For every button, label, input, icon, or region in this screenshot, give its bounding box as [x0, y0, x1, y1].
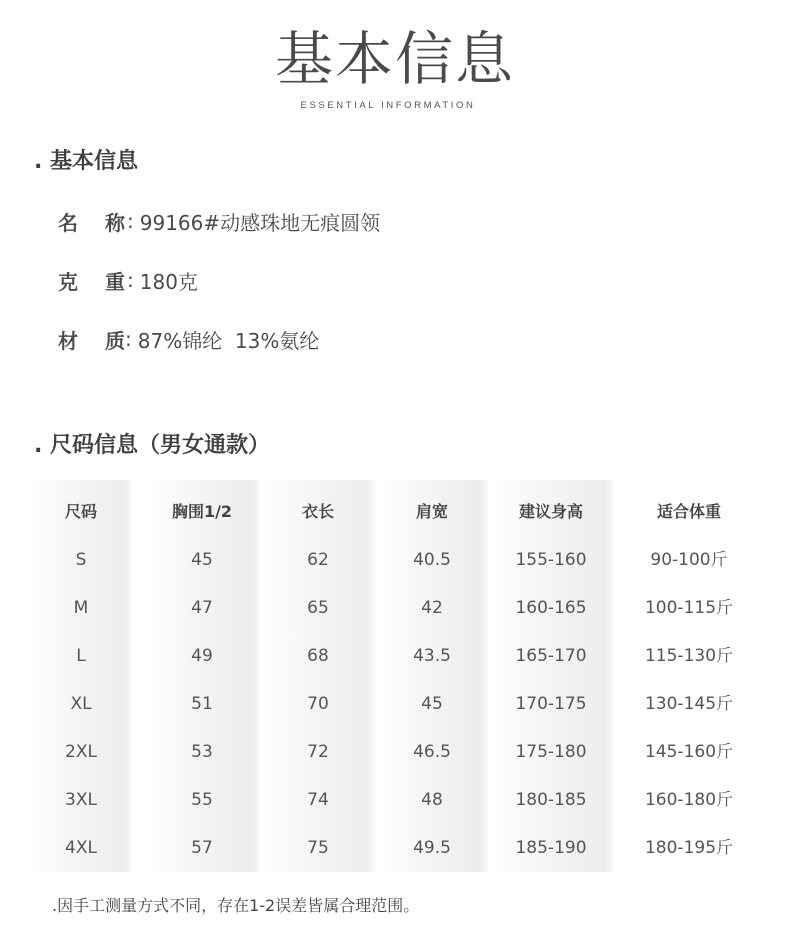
- info-value: 99166#动感珠地无痕圆领: [139, 210, 381, 235]
- table-cell: 45: [191, 550, 213, 570]
- table-cell: M: [73, 598, 89, 618]
- table-cell: L: [76, 646, 86, 666]
- table-cell: 90-100斤: [650, 550, 728, 570]
- table-cell: 55: [191, 790, 213, 810]
- table-cell: 40.5: [413, 550, 451, 570]
- column-header: 胸围1/2: [171, 502, 233, 521]
- size-column: [30, 480, 132, 872]
- column-header: 肩宽: [415, 502, 448, 521]
- table-cell: 46.5: [413, 742, 451, 762]
- info-row-name: [58, 206, 380, 236]
- info-row-material: [58, 324, 319, 354]
- info-key-char-2: 称: [105, 210, 125, 235]
- table-cell: 43.5: [413, 646, 451, 666]
- page-subtitle: ESSENTIAL INFORMATION: [300, 100, 476, 111]
- table-cell: 4XL: [65, 838, 97, 858]
- table-cell: 62: [307, 550, 329, 570]
- table-cell: 180-195斤: [644, 838, 734, 858]
- info-colon: :: [125, 327, 132, 351]
- table-cell: 70: [307, 694, 329, 714]
- info-value: 87%锦纶 13%氨纶: [137, 328, 320, 353]
- table-cell: 180-185: [515, 790, 587, 810]
- table-cell: 130-145斤: [644, 694, 734, 714]
- size-column: [488, 480, 614, 872]
- table-cell: 3XL: [65, 790, 97, 810]
- table-cell: 75: [307, 838, 329, 858]
- table-cell: 165-170: [515, 646, 587, 666]
- info-key-char-1: 名: [58, 210, 78, 235]
- info-colon: :: [127, 268, 134, 292]
- table-cell: 72: [307, 742, 329, 762]
- table-cell: 155-160: [515, 550, 587, 570]
- table-cell: 145-160斤: [644, 742, 734, 762]
- table-cell: 170-175: [515, 694, 587, 714]
- table-cell: 2XL: [65, 742, 97, 762]
- info-key-char-1: 克: [58, 269, 78, 294]
- table-cell: 57: [191, 838, 213, 858]
- table-cell: 175-180: [515, 742, 587, 762]
- table-cell: 45: [421, 694, 443, 714]
- size-column: [260, 480, 376, 872]
- table-cell: 49.5: [413, 838, 451, 858]
- size-column: [376, 480, 488, 872]
- table-cell: 47: [191, 598, 213, 618]
- info-key-char-1: 材: [58, 328, 78, 353]
- table-cell: 65: [307, 598, 329, 618]
- info-row-weight: [58, 265, 198, 295]
- column-header: 尺码: [64, 502, 97, 521]
- table-cell: 53: [191, 742, 213, 762]
- info-colon: :: [127, 209, 134, 233]
- table-cell: 160-165: [515, 598, 587, 618]
- table-cell: 160-180斤: [644, 790, 734, 810]
- info-key-char-2: 质: [105, 328, 125, 353]
- table-cell: 42: [421, 598, 443, 618]
- table-cell: 68: [307, 646, 329, 666]
- table-cell: 185-190: [515, 838, 587, 858]
- table-cell: XL: [70, 694, 92, 714]
- column-header: 建议身高: [518, 502, 583, 521]
- table-cell: 48: [421, 790, 443, 810]
- info-value: 180克: [139, 269, 198, 294]
- size-column: [144, 480, 260, 872]
- table-cell: 74: [307, 790, 329, 810]
- size-table: [30, 480, 770, 872]
- table-cell: 100-115斤: [644, 598, 734, 618]
- measurement-note: .因手工测量方式不同，存在1-2误差皆属合理范围。: [52, 896, 420, 915]
- table-cell: 49: [191, 646, 213, 666]
- table-cell: 115-130斤: [644, 646, 734, 666]
- section-heading-basic: . 基本信息: [34, 149, 139, 174]
- page-title: 基本信息: [274, 25, 515, 93]
- column-header: 适合体重: [656, 502, 721, 521]
- size-column: [614, 480, 764, 872]
- section-heading-size: . 尺码信息（男女通款）: [34, 433, 271, 458]
- column-header: 衣长: [301, 502, 334, 521]
- table-cell: S: [75, 550, 87, 570]
- table-cell: 51: [191, 694, 213, 714]
- info-key-char-2: 重: [105, 269, 125, 294]
